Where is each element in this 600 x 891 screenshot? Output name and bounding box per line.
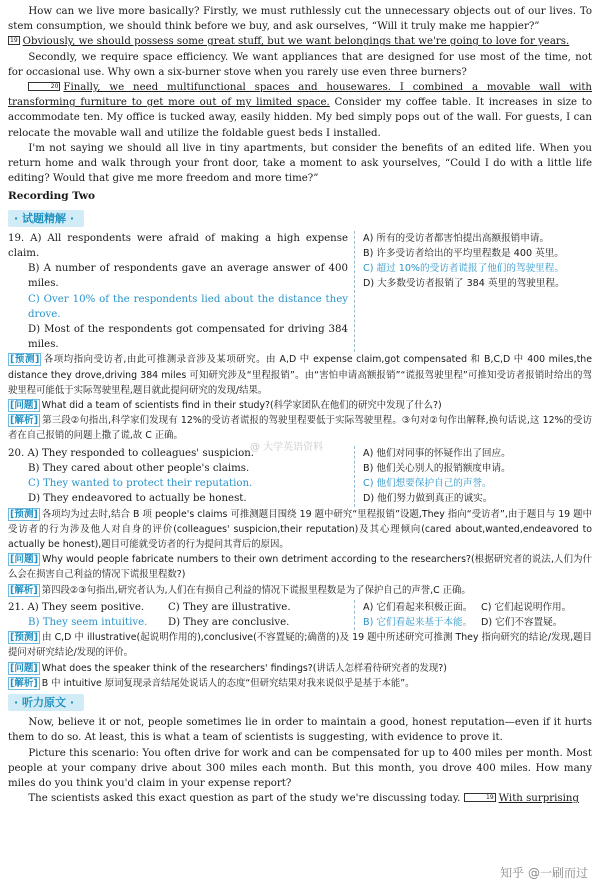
question-tag: [问题]	[10, 400, 38, 412]
question-marker: 20	[28, 82, 60, 91]
question-line	[8, 552, 592, 582]
prediction-tag: [预测]	[10, 508, 38, 520]
option-d-cn: D) 大多数受访者报销了 384 英里的驾驶里程。	[363, 278, 565, 290]
question-marker: 19	[10, 37, 18, 45]
prediction	[8, 507, 592, 553]
option-b: B) They cared about other people's claims.	[28, 462, 250, 474]
question-options-en	[8, 231, 355, 353]
option-a: 19. A) All respondents were afraid of making a high expense claim.	[8, 232, 348, 260]
question-21	[8, 600, 592, 630]
passage-paragraph: I'm not saying we should all live in tiny apartments, but consider the benefits of an edited life. When you return home and walk through your front door, take a moment to ask yourselves, “Could I do with a little life editing? Would that give me more freedom and more time?”	[8, 142, 592, 185]
analysis-tag: [解析]	[10, 677, 38, 689]
option-row	[363, 600, 592, 615]
option-b: B) They seem intuitive.	[28, 616, 148, 628]
question-19	[8, 231, 592, 353]
prediction	[8, 630, 592, 660]
option-b-cn: B) 他们关心别人的报销额度申请。	[363, 462, 511, 474]
option-b-cn: B) 许多受访者给出的平均里程数是 400 英里。	[363, 248, 564, 260]
analysis-tag: [解析]	[10, 415, 39, 427]
underlined-sentence: With surprising	[498, 793, 579, 805]
question-options-cn	[355, 446, 592, 507]
analysis	[8, 583, 592, 598]
option-c-cn: C) 超过 10%的受访者谎报了他们的驾驶里程。	[363, 263, 564, 275]
transcript-paragraph	[8, 791, 592, 806]
prediction-tag: [预测]	[10, 354, 40, 366]
transcript-paragraph: Picture this scenario: You often drive for work and can be compensated for up to 400 miles per month. Most people at your company drive about 300 miles each month. But this month, you drove 400 miles. How many miles do you think you'd claim in your expense report?	[8, 747, 592, 789]
option-row	[363, 615, 592, 630]
option-row	[8, 600, 348, 615]
option-a-cn: A) 他们对同事的怀疑作出了回应。	[363, 447, 511, 459]
question-line	[8, 398, 592, 413]
question-text: What did a team of scientists find in their study?(科学家团队在他们的研究中发现了什么?)	[41, 400, 442, 412]
analysis-text: B 中 intuitive 原词复现录音结尾处说话人的态度“但研究结果对我来说似乎是基于本能”。	[41, 677, 415, 689]
question-marker: 19	[464, 793, 496, 802]
underlined-sentence: Finally, we need multifunctional spaces and housewares. I combined a movable wall with transforming furniture to get more out of my limited space.	[8, 82, 592, 109]
question-tag: [问题]	[10, 662, 38, 674]
prediction-text: 由 C,D 中 illustrative(起说明作用的),conclusive(不容置疑的;确凿的)及 19 题中所述研究可推测 They 指向研究的结论/发现,题目提问对研究结论/发现的评价。	[8, 632, 593, 659]
transcript-paragraph: Now, believe it or not, people sometimes lie in order to maintain a good, honest reputation—even if it hurts them to do so. At least, this is what a team of scientists is suggesting, with evidence to prove it.	[8, 717, 592, 744]
section-header: · 试题精解 ·	[8, 210, 84, 227]
option-a: 21. A) They seem positive.	[8, 601, 145, 613]
zhihu-watermark: 知乎 @一刷而过	[500, 865, 588, 880]
passage-paragraph	[8, 34, 592, 49]
option-c-cn: C) 他们想要保护自己的声誉。	[363, 478, 492, 490]
recording-title: Recording Two	[8, 190, 95, 203]
option-c: C) They are illustrative.	[168, 601, 291, 613]
question-options-cn	[355, 600, 592, 630]
question-tag: [问题]	[10, 554, 39, 566]
option-d: D) They are conclusive.	[168, 616, 290, 628]
prediction	[8, 352, 592, 398]
question-text: Why would people fabricate numbers to their own detriment according to the researchers?(根据研究者的说法,人们为什么会在损害自己利益的情况下谎报里程数?)	[8, 554, 592, 581]
option-d: D) They endeavored to actually be honest.	[28, 493, 247, 505]
analysis-text: 第三段②句指出,科学家们发现有 12%的受访者谎报的驾驶里程要低于实际驾驶里程。③句对②句作出解释,换句话说,这 12%的受访者在自己报销的问题上撒了谎,故 C 正确。	[8, 415, 593, 442]
option-row	[8, 615, 348, 630]
option-b-cn: B) 它们看起来基于本能。	[363, 616, 473, 628]
passage-text: Consider my coffee table. It increases in size to accommodate ten. My office is tucked away, easily hidden. My bed simply pops out of the wall. For guests, I can relocate the movable wall and utilize the foldable guest beds I installed.	[8, 97, 592, 139]
option-c: C) They wanted to protect their reputation.	[28, 478, 253, 490]
option-d-cn: D) 他们努力做到真正的诚实。	[363, 493, 493, 505]
option-d-cn: D) 它们不容置疑。	[481, 616, 563, 628]
question-options-cn	[355, 231, 592, 353]
analysis-text: 第四段②③句指出,研究者认为,人们在有损自己利益的情况下谎报里程数是为了保护自己的声誉,C 正确。	[41, 584, 471, 596]
underlined-sentence: Obviously, we should possess some great stuff, but we want belongings that we're going to love for years.	[22, 36, 570, 48]
passage-paragraph: How can we live more basically? Firstly, we must ruthlessly cut the unnecessary objects out of our lives. To stem consumption, we should think before we buy, and ask ourselves, “Will it truly make me happier?”	[8, 6, 592, 33]
passage-paragraph: Secondly, we require space efficiency. We want appliances that are designed for use most of the time, not for occasional use. Why own a six-burner stove when you rarely use even three burners?	[8, 51, 592, 78]
option-c: C) Over 10% of the respondents lied about the distance they drove.	[28, 293, 348, 320]
prediction-text: 各项均为过去时,结合 B 项 people's claims 可推测题目围绕 19 题中研究“里程报销”设题,They 指向“受访者”,由于题目与 19 题中受访者的行为涉及他人对自身的评价(colleagues' suspicion,their reputation)及其心理倾向(cared about,wanted,endeavored to actually be honest),题目可能就受访者的行为提问其背后的原因。	[8, 508, 592, 550]
question-options-en	[8, 600, 355, 630]
analysis-tag: [解析]	[10, 584, 38, 596]
option-d: D) Most of the respondents got compensated for driving 384 miles.	[28, 324, 348, 351]
option-a-cn: A) 所有的受访者都害怕提出高额报销申请。	[363, 232, 550, 244]
option-a: 20. A) They responded to colleagues' suspicion.	[8, 447, 255, 459]
prediction-tag: [预测]	[10, 632, 38, 644]
section-header: · 听力原文 ·	[8, 694, 84, 711]
section-title: 试题精解	[22, 211, 67, 225]
question-line	[8, 661, 592, 676]
transcript-text: The scientists asked this exact question as part of the study we're discussing today.	[28, 793, 461, 805]
center-watermark: @ 大学英语资料	[250, 442, 324, 453]
option-c-cn: C) 它们起说明作用。	[481, 601, 572, 613]
prediction-text: 各项均指向受访者,由此可推测录音涉及某项研究。由 A,D 中 expense claim,got compensated 和 B,C,D 中 400 miles,the distance they drove,driving 384 miles 可知研究涉及“里程报销”。由“害怕申请高额报销”“谎报驾驶里程”可推知受访者报销时给出的驾驶里程可能低于实际驾驶里程,题目就此提问研究的发现/结果。	[8, 354, 593, 396]
question-text: What does the speaker think of the researchers' findings?(讲话人怎样看待研究者的发现?)	[41, 662, 447, 674]
analysis	[8, 676, 592, 691]
passage-paragraph	[8, 80, 592, 141]
option-a-cn: A) 它们看起来积极正面。	[363, 601, 473, 613]
option-b: B) A number of respondents gave an average answer of 400 miles.	[28, 263, 348, 290]
section-title: 听力原文	[22, 695, 67, 709]
document-page	[8, 4, 592, 806]
